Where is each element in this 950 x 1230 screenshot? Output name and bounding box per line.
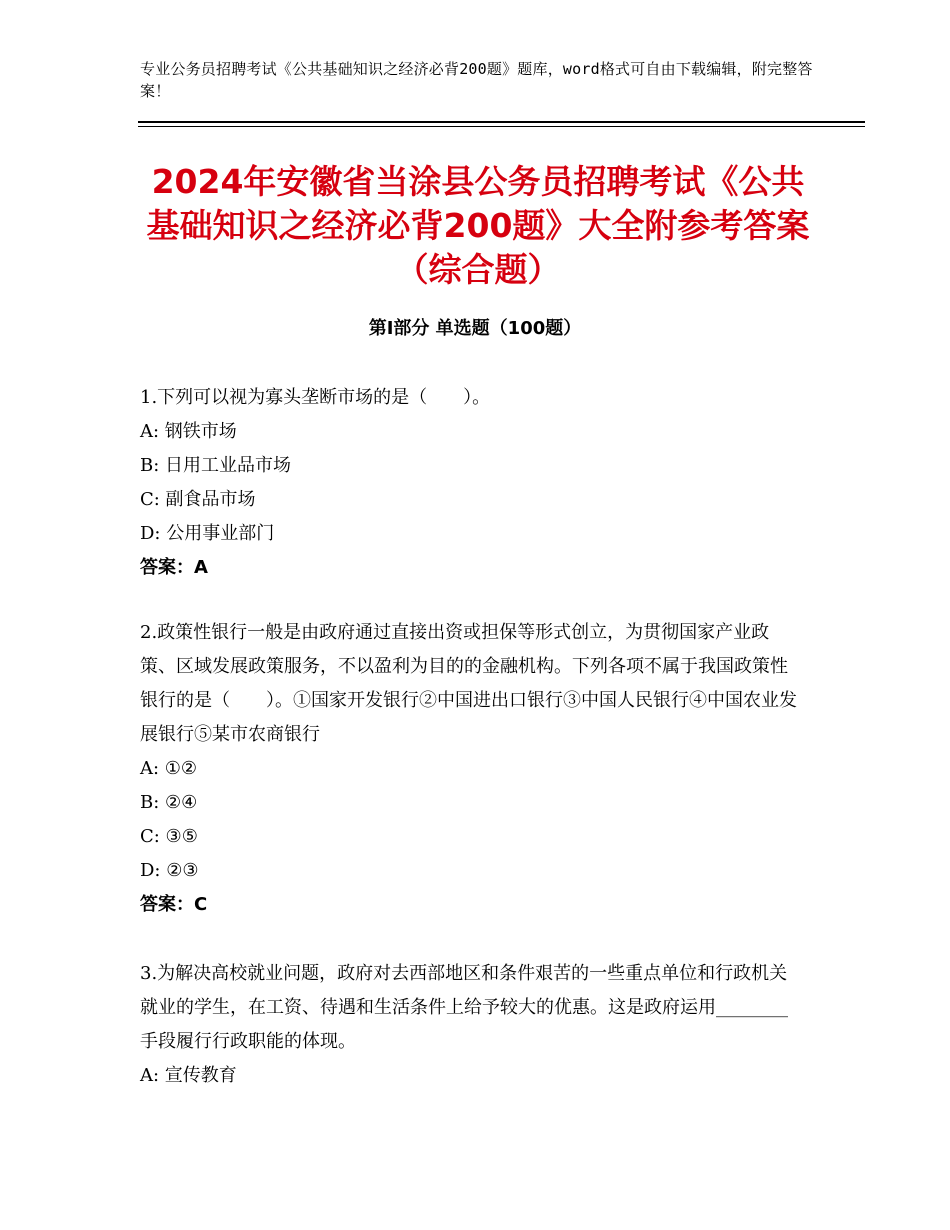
header-rule-thin — [138, 126, 865, 127]
option-b: B: ②④ — [140, 792, 198, 813]
answer: 答案：A — [140, 557, 208, 578]
header-rule-thick — [138, 121, 865, 123]
question-2 — [140, 616, 800, 922]
question-1 — [140, 381, 800, 585]
question-stem: 3.为解决高校就业问题，政府对去西部地区和条件艰苦的一些重点单位和行政机关就业的学生，在工资、待遇和生活条件上给予较大的优惠。这是政府运用________手段履行行政职能的体现。 — [140, 963, 788, 1052]
question-3 — [140, 957, 800, 1093]
option-d: D: 公用事业部门 — [140, 523, 275, 544]
option-a: A: 宣传教育 — [140, 1065, 237, 1086]
option-b: B: 日用工业品市场 — [140, 455, 292, 476]
answer: 答案：C — [140, 894, 208, 915]
option-a: A: 钢铁市场 — [140, 421, 237, 442]
question-stem: 1.下列可以视为寡头垄断市场的是（ ）。 — [140, 387, 491, 408]
option-d: D: ②③ — [140, 860, 199, 881]
option-a: A: ①② — [140, 758, 198, 779]
option-c: C: ③⑤ — [140, 826, 198, 847]
question-stem: 2.政策性银行一般是由政府通过直接出资或担保等形式创立，为贯彻国家产业政策、区域发展政策服务，不以盈利为目的的金融机构。下列各项不属于我国政策性银行的是（ ）。①国家开发银行②中国进出口银行③中国人民银行④中国农业发展银行⑤某市农商银行 — [140, 622, 797, 745]
document-title: 2024年安徽省当涂县公务员招聘考试《公共基础知识之经济必背200题》大全附参考答案（综合题） — [146, 162, 810, 289]
option-c: C: 副食品市场 — [140, 489, 256, 510]
section-title: 第Ⅰ部分 单选题（100题） — [368, 318, 582, 339]
header-note: 专业公务员招聘考试《公共基础知识之经济必背200题》题库，word格式可自由下载编辑，附完整答案！ — [140, 60, 813, 100]
